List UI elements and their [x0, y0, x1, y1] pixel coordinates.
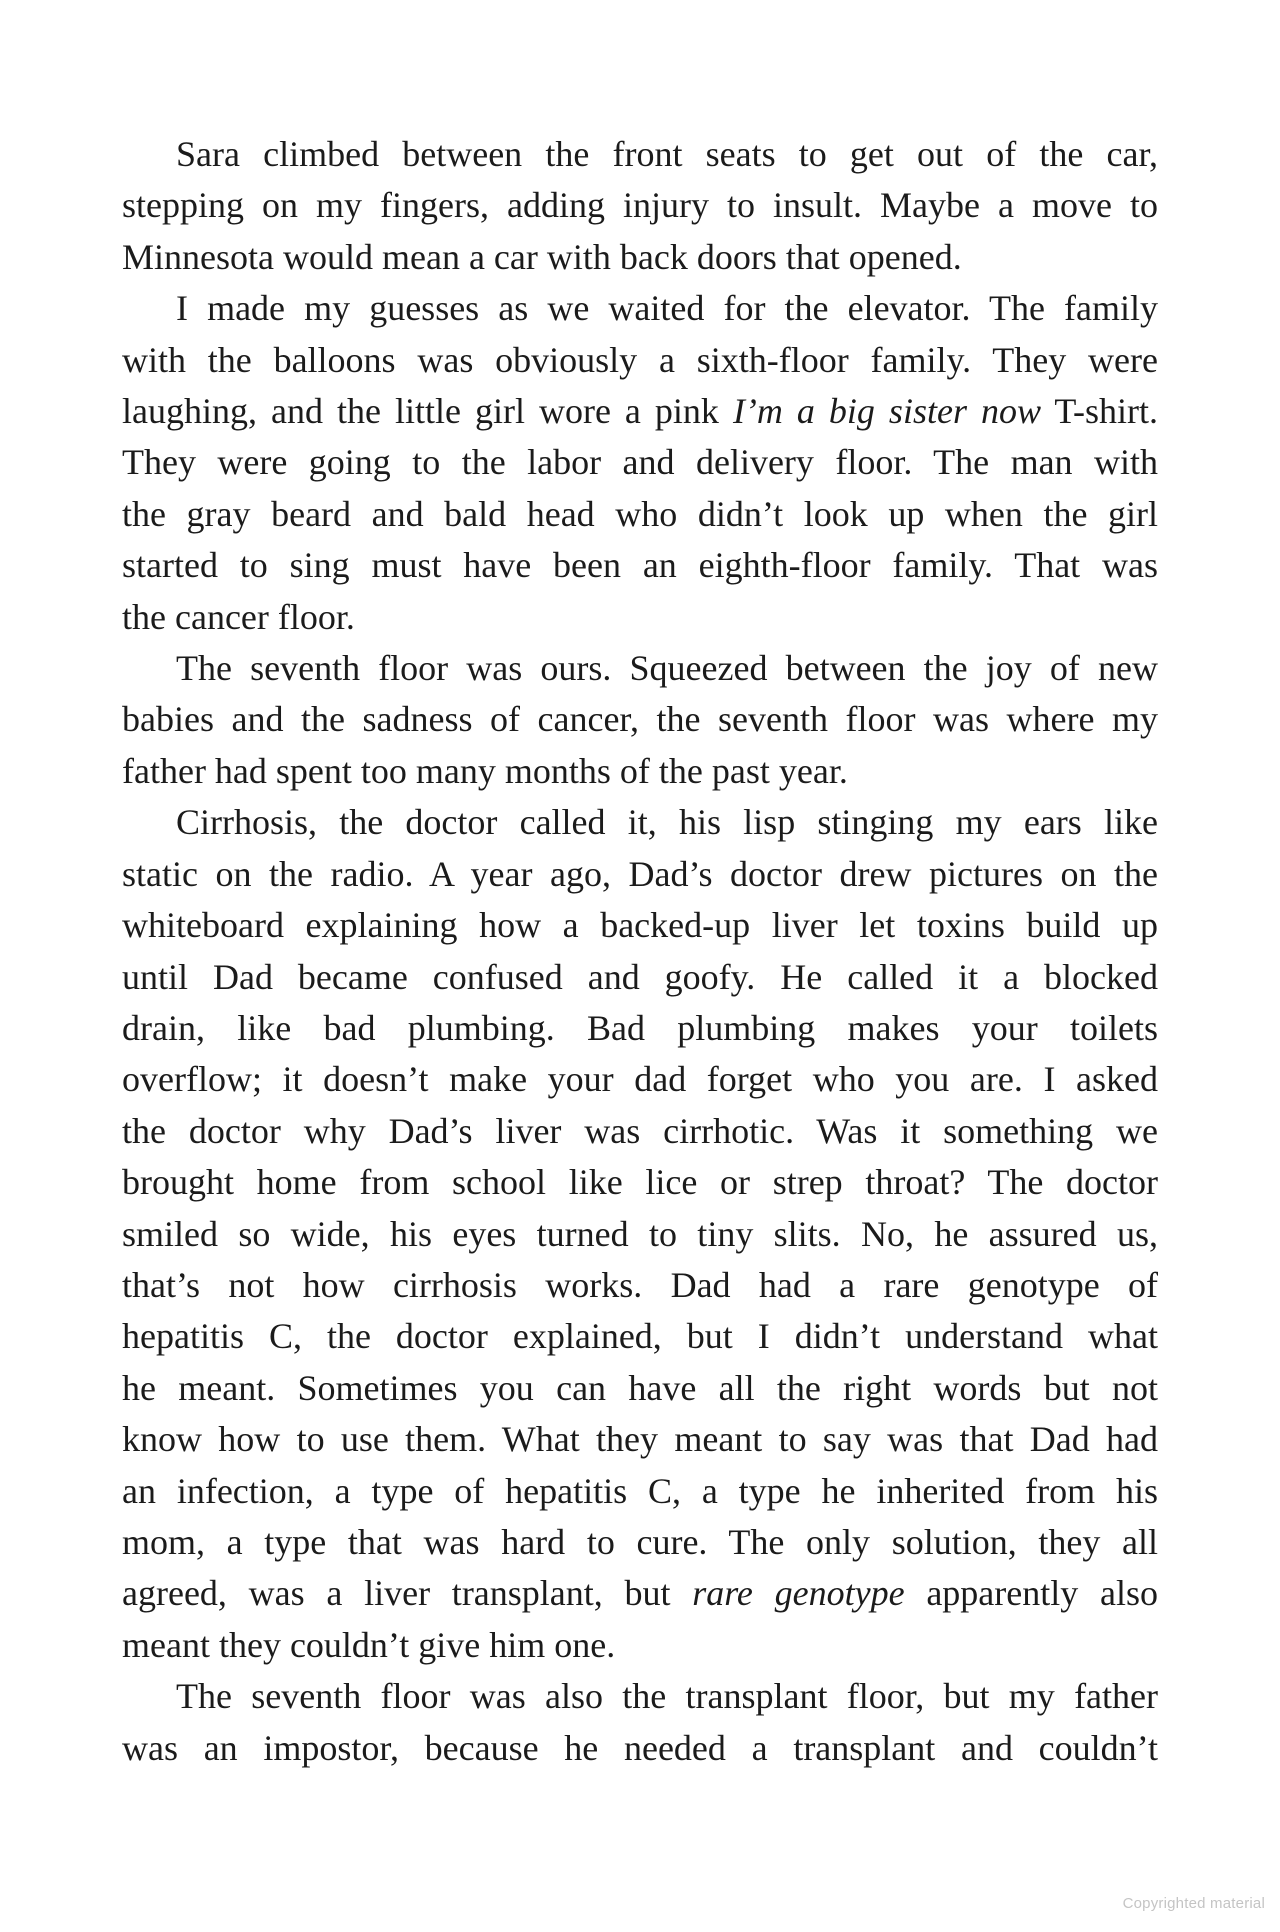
text-segment: overflow; it doesn’t make your dad forget who you are. I asked	[122, 1059, 1158, 1100]
text-segment: Cirrhosis, the doctor called it, his lisp stinging my ears like	[176, 802, 1158, 843]
text-line	[122, 746, 1158, 797]
text-line	[122, 283, 1158, 334]
text-segment: an infection, a type of hepatitis C, a type he inherited from his	[122, 1470, 1158, 1511]
text-segment: I made my guesses as we waited for the elevator. The family	[176, 288, 1158, 329]
text-line	[122, 1671, 1158, 1722]
text-line	[122, 592, 1158, 643]
text-segment: agreed, was a liver transplant, but	[122, 1573, 693, 1614]
text-line	[122, 489, 1158, 540]
italic-text-segment: I’m a big sister now	[732, 391, 1041, 432]
text-line	[122, 1723, 1158, 1774]
text-segment: Minnesota would mean a car with back doors that opened.	[122, 236, 962, 277]
text-line	[122, 437, 1158, 488]
text-segment: he meant. Sometimes you can have all the right words but not	[122, 1367, 1158, 1408]
text-segment: The seventh floor was also the transplant floor, but my father	[176, 1676, 1158, 1717]
text-line	[122, 1363, 1158, 1414]
text-segment: smiled so wide, his eyes turned to tiny slits. No, he assured us,	[122, 1213, 1158, 1254]
text-segment: babies and the sadness of cancer, the seventh floor was where my	[122, 699, 1158, 740]
text-segment: stepping on my fingers, adding injury to insult. Maybe a move to	[122, 185, 1158, 226]
text-segment: static on the radio. A year ago, Dad’s doctor drew pictures on the	[122, 853, 1158, 894]
text-segment: The seventh floor was ours. Squeezed between the joy of new	[176, 648, 1158, 689]
text-line	[122, 643, 1158, 694]
text-segment: hepatitis C, the doctor explained, but I didn’t understand what	[122, 1316, 1158, 1357]
text-line	[122, 1414, 1158, 1465]
text-segment: brought home from school like lice or strep throat? The doctor	[122, 1162, 1158, 1203]
text-segment: with the balloons was obviously a sixth-floor family. They were	[122, 339, 1158, 380]
text-segment: They were going to the labor and delivery floor. The man with	[122, 442, 1158, 483]
text-line	[122, 1568, 1158, 1619]
text-line	[122, 797, 1158, 848]
text-line	[122, 129, 1158, 180]
text-segment: T-shirt.	[1040, 391, 1159, 432]
text-segment: apparently also	[904, 1573, 1158, 1614]
text-segment: the cancer floor.	[122, 596, 355, 637]
text-line	[122, 849, 1158, 900]
text-line	[122, 180, 1158, 231]
text-line	[122, 335, 1158, 386]
text-line	[122, 1209, 1158, 1260]
text-segment: until Dad became confused and goofy. He called it a blocked	[122, 956, 1158, 997]
text-line	[122, 1466, 1158, 1517]
text-line	[122, 952, 1158, 1003]
text-segment: know how to use them. What they meant to say was that Dad had	[122, 1419, 1158, 1460]
text-line	[122, 694, 1158, 745]
text-segment: meant they couldn’t give him one.	[122, 1624, 616, 1665]
text-line	[122, 1054, 1158, 1105]
text-segment: the gray beard and bald head who didn’t look up when the girl	[122, 493, 1158, 534]
text-line	[122, 1517, 1158, 1568]
page-text	[122, 129, 1158, 1774]
text-line	[122, 900, 1158, 951]
text-line	[122, 1260, 1158, 1311]
text-segment: laughing, and the little girl wore a pink	[122, 391, 733, 432]
text-line	[122, 1311, 1158, 1362]
text-line	[122, 540, 1158, 591]
text-segment: father had spent too many months of the past year.	[122, 750, 848, 791]
copyright-notice: Copyrighted material	[1122, 1895, 1265, 1912]
text-line	[122, 1106, 1158, 1157]
text-segment: mom, a type that was hard to cure. The only solution, they all	[122, 1521, 1158, 1562]
text-segment: that’s not how cirrhosis works. Dad had a rare genotype of	[122, 1264, 1158, 1305]
italic-text-segment: rare genotype	[692, 1573, 905, 1614]
text-segment: started to sing must have been an eighth-floor family. That was	[122, 545, 1158, 586]
text-segment: whiteboard explaining how a backed-up liver let toxins build up	[122, 905, 1158, 946]
text-line	[122, 1157, 1158, 1208]
text-segment: Sara climbed between the front seats to get out of the car,	[176, 134, 1158, 174]
text-segment: the doctor why Dad’s liver was cirrhotic. Was it something we	[122, 1110, 1158, 1151]
text-segment: drain, like bad plumbing. Bad plumbing makes your toilets	[122, 1007, 1158, 1048]
text-segment: was an impostor, because he needed a transplant and couldn’t	[122, 1727, 1158, 1768]
text-line	[122, 232, 1158, 283]
text-line	[122, 386, 1158, 437]
text-line	[122, 1003, 1158, 1054]
text-line	[122, 1620, 1158, 1671]
